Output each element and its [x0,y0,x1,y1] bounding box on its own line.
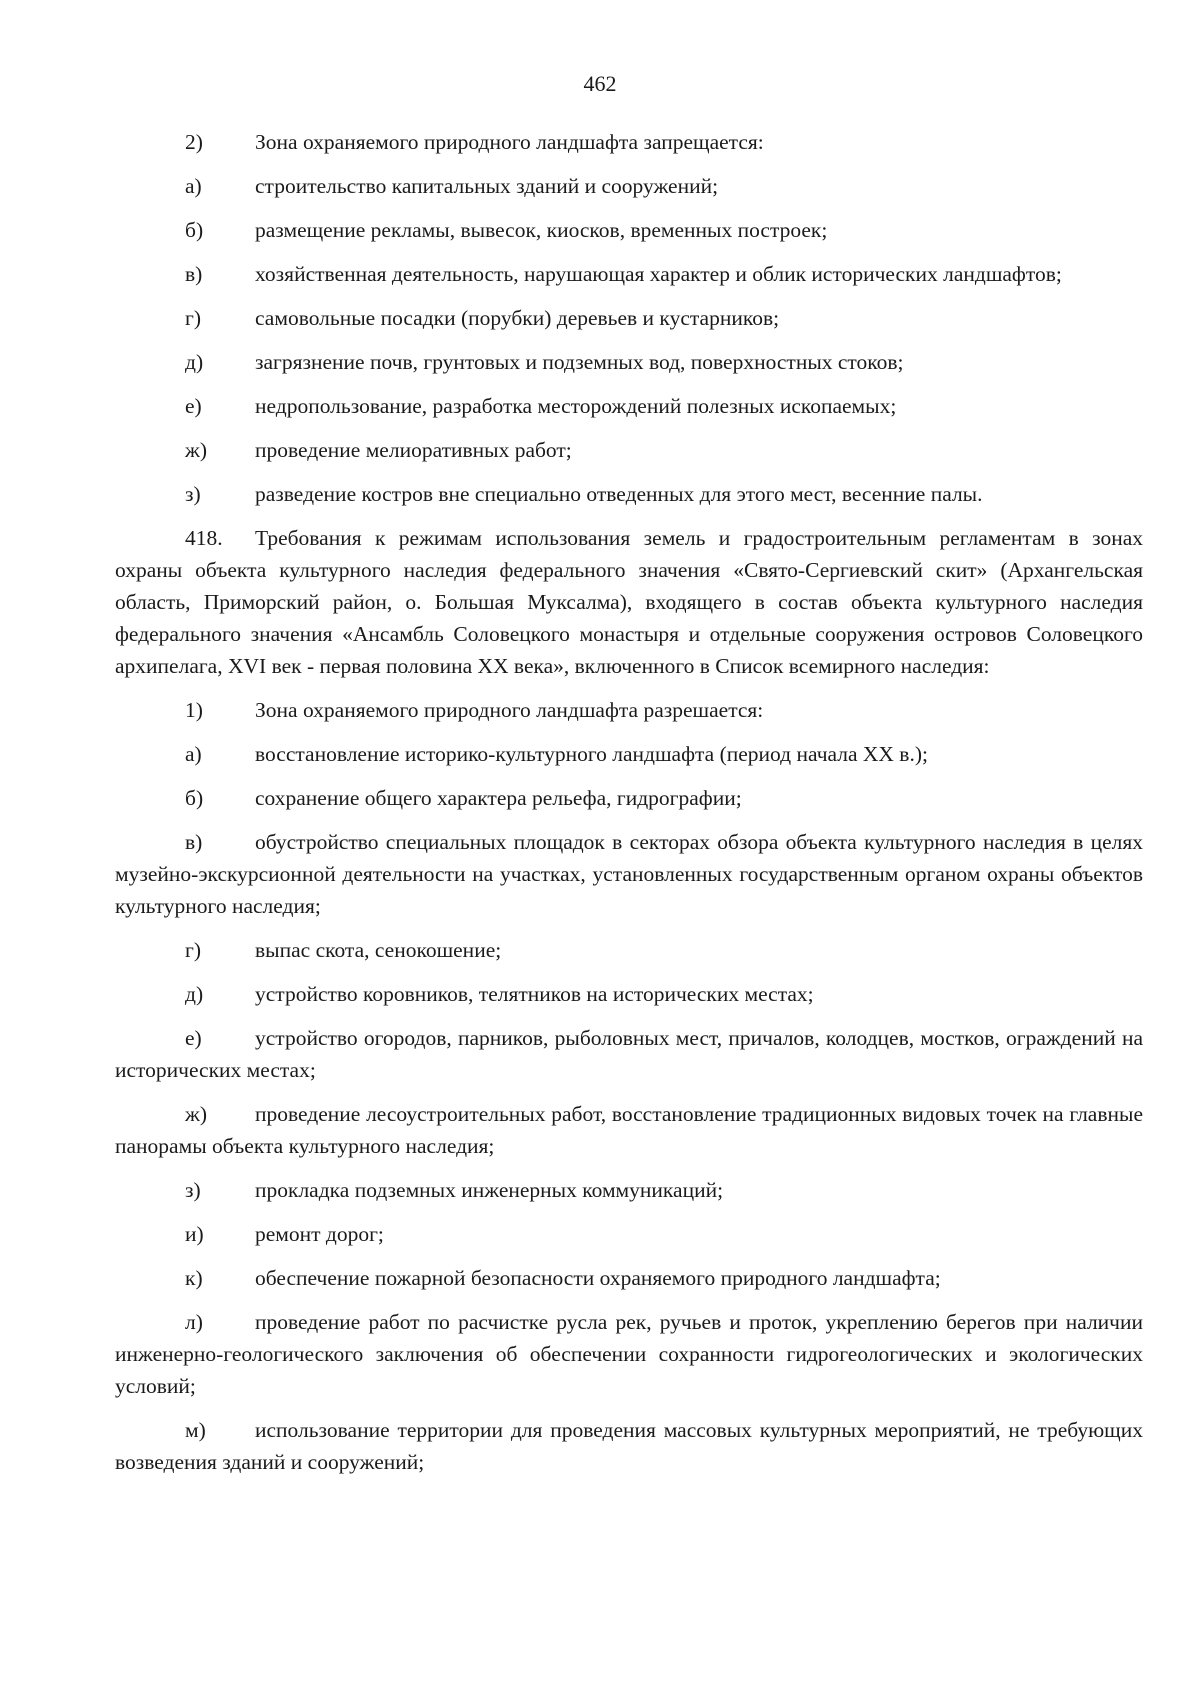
section-text: Требования к режимам использования земель и градостроительным регламентам в зонах охраны объекта культурного наследия федерального значения «Свято-Сергиевский скит» (Архангельская область, Приморский район, о. Большая Муксалма), входящего в состав объекта культурного наследия федерального значения «Ансамбль Соловецкого монастыря и отдельные сооружения островов Соловецкого архипелага, XVI век - первая половина XX века», включенного в Список всемирного наследия: [115,526,1143,678]
item-text: сохранение общего характера рельефа, гидрографии; [255,786,742,810]
item-text: загрязнение почв, грунтовых и подземных вод, поверхностных стоков; [255,350,904,374]
item-text: самовольные посадки (порубки) деревьев и кустарников; [255,306,780,330]
item-marker: а) [185,742,202,766]
list-item [115,126,1143,158]
item-marker: з) [185,1178,201,1202]
item-text: Зона охраняемого природного ландшафта разрешается: [255,698,764,722]
item-text: обеспечение пожарной безопасности охраняемого природного ландшафта; [255,1266,941,1290]
item-marker: ж) [185,438,208,462]
item-text: хозяйственная деятельность, нарушающая характер и облик исторических ландшафтов; [255,262,1062,286]
item-marker: г) [185,306,201,330]
list-item [115,694,1143,726]
item-marker: ж) [185,1102,208,1126]
item-marker: а) [185,174,202,198]
list-item [115,782,1143,814]
item-text: проведение работ по расчистке русла рек, ручьев и проток, укреплению берегов при наличии инженерно-геологического заключения об обеспечении сохранности гидрогеологических и экологических условий; [115,1310,1143,1398]
item-text: проведение лесоустроительных работ, восстановление традиционных видовых точек на главные панорамы объекта культурного наследия; [115,1102,1143,1158]
list-item [115,302,1143,334]
list-item [115,738,1143,770]
item-marker: л) [185,1310,203,1334]
item-text: восстановление историко-культурного ландшафта (период начала XX в.); [255,742,928,766]
list-item [115,1022,1143,1086]
list-item [115,1306,1143,1402]
item-marker: б) [185,218,204,242]
item-text: прокладка подземных инженерных коммуникаций; [255,1178,724,1202]
item-text: использование территории для проведения массовых культурных мероприятий, не требующих возведения зданий и сооружений; [115,1418,1143,1474]
item-text: размещение рекламы, вывесок, киосков, временных построек; [255,218,828,242]
item-marker: г) [185,938,201,962]
list-item [115,390,1143,422]
list-item [115,1262,1143,1294]
item-marker: д) [185,350,204,374]
list-item [115,258,1143,290]
item-marker: д) [185,982,204,1006]
list-item [115,1218,1143,1250]
item-text: выпас скота, сенокошение; [255,938,502,962]
section-number: 418. [185,526,223,550]
list-item [115,1098,1143,1162]
section-paragraph [115,522,1143,682]
item-marker: е) [185,394,202,418]
item-text: строительство капитальных зданий и сооружений; [255,174,719,198]
item-text: ремонт дорог; [255,1222,384,1246]
item-text: недропользование, разработка месторождений полезных ископаемых; [255,394,897,418]
document-body [115,126,1143,1490]
item-marker: м) [185,1418,206,1442]
list-item [115,1414,1143,1478]
item-text: Зона охраняемого природного ландшафта запрещается: [255,130,764,154]
item-marker: е) [185,1026,202,1050]
item-marker: 1) [185,698,203,722]
list-item [115,826,1143,922]
list-item [115,434,1143,466]
list-item [115,978,1143,1010]
item-text: устройство огородов, парников, рыболовных мест, причалов, колодцев, мостков, ограждений на исторических местах; [115,1026,1143,1082]
item-marker: и) [185,1222,204,1246]
page-number: 462 [583,71,617,96]
item-marker: б) [185,786,204,810]
list-item [115,214,1143,246]
item-marker: 2) [185,130,203,154]
list-item [115,934,1143,966]
item-marker: в) [185,262,203,286]
list-item [115,346,1143,378]
list-item [115,1174,1143,1206]
item-text: устройство коровников, телятников на исторических местах; [255,982,814,1006]
item-text: разведение костров вне специально отведенных для этого мест, весенние палы. [255,482,983,506]
item-text: проведение мелиоративных работ; [255,438,572,462]
item-text: обустройство специальных площадок в секторах обзора объекта культурного наследия в целях музейно-экскурсионной деятельности на участках, установленных государственным органом охраны объектов культурного наследия; [115,830,1143,918]
item-marker: к) [185,1266,203,1290]
list-item [115,478,1143,510]
item-marker: з) [185,482,201,506]
list-item [115,170,1143,202]
item-marker: в) [185,830,203,854]
